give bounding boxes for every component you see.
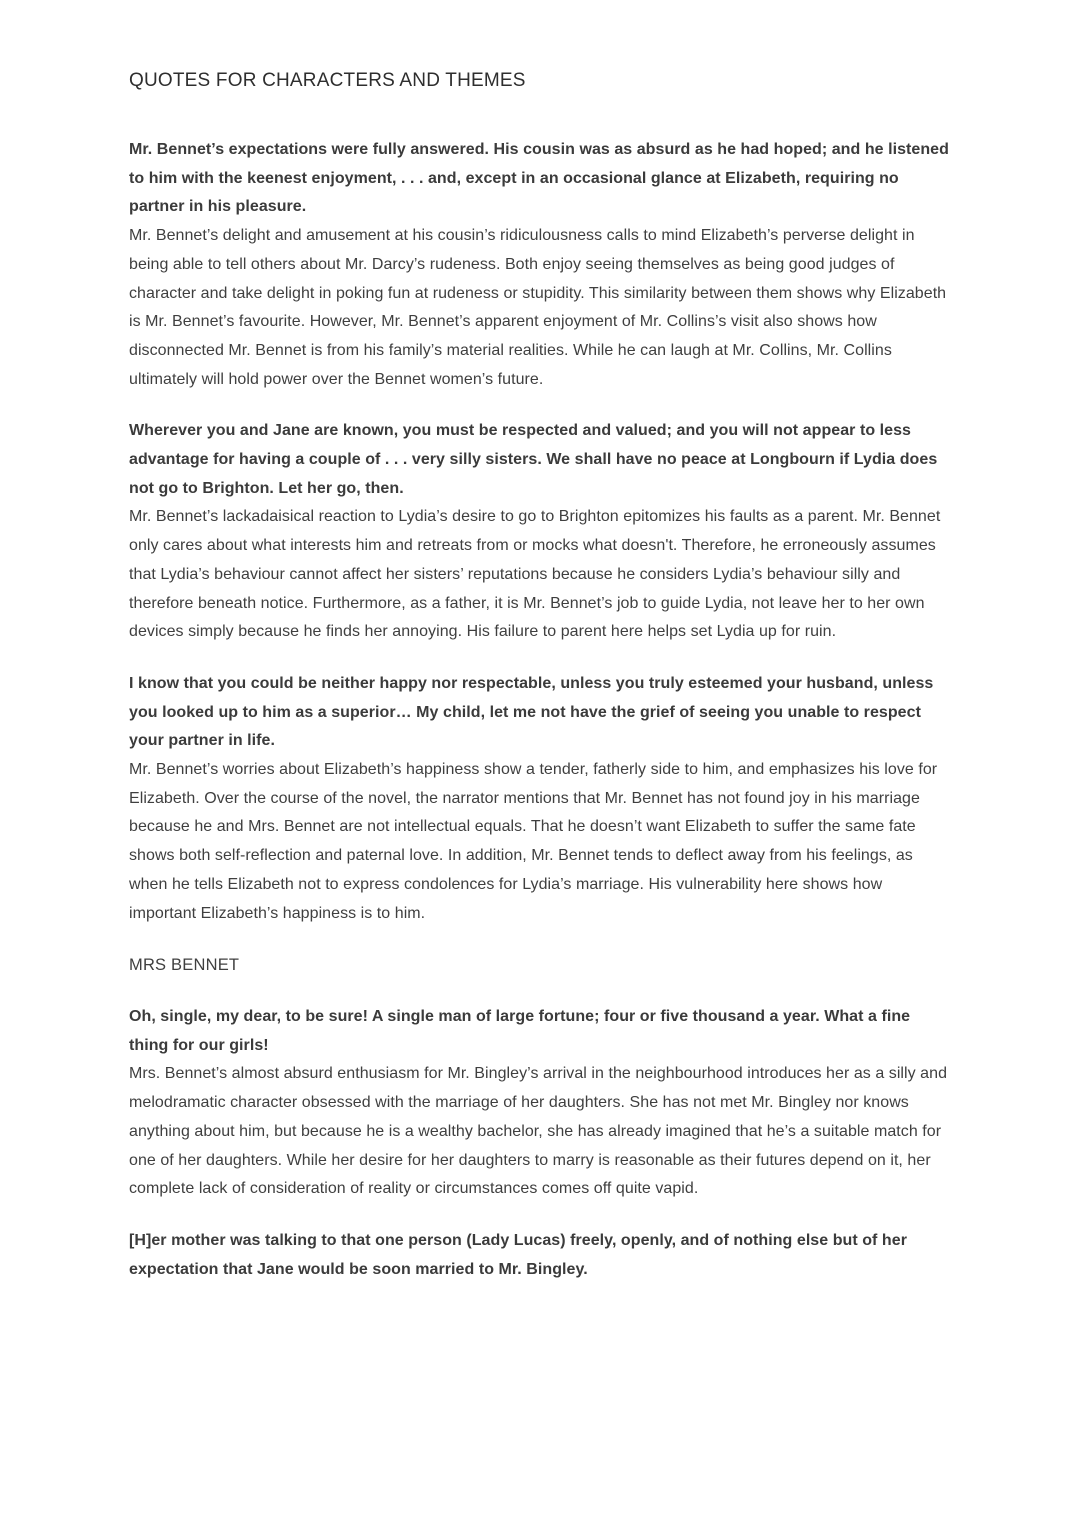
section-heading-mrs-bennet: MRS BENNET (129, 956, 240, 975)
quote-mr-bennet-cousin: Mr. Bennet’s expectations were fully answered. His cousin was as absurd as he had hoped; and he listened to him with the keenest enjoyment, . . . and, except in an occasional glance at Elizabeth, requiring no partner in his pleasure. (129, 141, 949, 216)
analysis-mr-bennet-cousin: Mr. Bennet’s delight and amusement at his cousin’s ridiculousness calls to mind Elizabeth’s perverse delight in being able to tell others about Mr. Darcy’s rudeness. Both enjoy seeing themselves as being good judges of character and take delight in poking fun at rudeness or stupidity. This similarity between them shows why Elizabeth is Mr. Bennet’s favourite. However, Mr. Bennet’s apparent enjoyment of Mr. Collins’s visit also shows how disconnected Mr. Bennet is from his family’s material realities. While he can laugh at Mr. Collins, Mr. Collins ultimately will hold power over the Bennet women’s future. (129, 227, 947, 388)
quote-mrs-bennet-single-man: Oh, single, my dear, to be sure! A single man of large fortune; four or five thousand a year. What a fine thing for our girls! (129, 1007, 911, 1054)
quote-mr-bennet-brighton: Wherever you and Jane are known, you must be respected and valued; and you will not appear to less advantage for having a couple of . . . very silly sisters. We shall have no peace at Longbourn if Lydia does not go to Brighton. Let her go, then. (129, 422, 938, 497)
analysis-mrs-bennet-single-man: Mrs. Bennet’s almost absurd enthusiasm for Mr. Bingley’s arrival in the neighbourhood introduces her as a silly and melodramatic character obsessed with the marriage of her daughters. She has not met Mr. Bingley nor knows anything about him, but because he is a wealthy bachelor, she has already imagined that he’s a suitable match for one of her daughters. While her desire for her daughters to marry is reasonable as their futures depend on it, her complete lack of consideration of reality or circumstances comes off quite vapid. (129, 1065, 948, 1198)
analysis-mr-bennet-brighton: Mr. Bennet’s lackadaisical reaction to Lydia’s desire to go to Brighton epitomizes his faults as a parent. Mr. Bennet only cares about what interests him and retreats from or mocks what doesn't. Therefore, he erroneously assumes that Lydia’s behaviour cannot affect her sisters’ reputations because he considers Lydia’s behaviour silly and therefore beneath notice. Furthermore, as a father, it is Mr. Bennet’s job to guide Lydia, not leave her to her own devices simply because he finds her annoying. His failure to parent here helps set Lydia up for ruin. (129, 508, 941, 641)
quote-mr-bennet-husband: I know that you could be neither happy nor respectable, unless you truly esteemed your husband, unless you looked up to him as a superior… My child, let me not have the grief of seeing you unable to respect your partner in life. (129, 674, 934, 750)
document-content (129, 66, 949, 1284)
analysis-mr-bennet-husband: Mr. Bennet’s worries about Elizabeth’s happiness show a tender, fatherly side to him, and emphasizes his love for Elizabeth. Over the course of the novel, the narrator mentions that Mr. Bennet has not found joy in his marriage because he and Mrs. Bennet are not intellectual equals. That he doesn’t want Elizabeth to suffer the same fate shows both self-reflection and paternal love. In addition, Mr. Bennet tends to deflect away from his feelings, as when he tells Elizabeth not to express condolences for Lydia’s marriage. His vulnerability here shows how important Elizabeth’s happiness is to him. (129, 761, 938, 922)
quote-mrs-bennet-lady-lucas: [H]er mother was talking to that one person (Lady Lucas) freely, openly, and of nothing else but of her expectation that Jane would be soon married to Mr. Bingley. (129, 1231, 907, 1278)
document-title: QUOTES FOR CHARACTERS AND THEMES (129, 70, 526, 91)
